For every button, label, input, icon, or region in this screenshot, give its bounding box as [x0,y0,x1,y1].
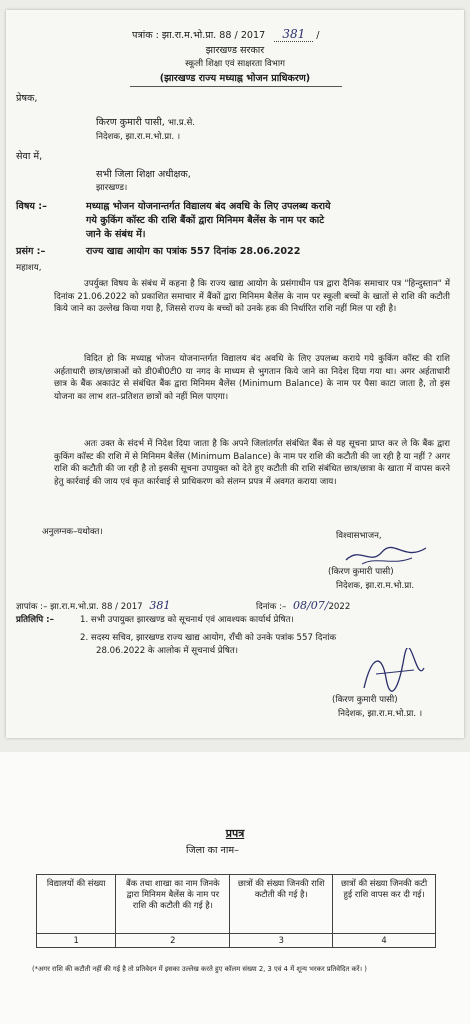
authority-name: (झारखण्ड राज्य मध्याह्न भोजन प्राधिकरण) [159,73,311,84]
letter-ref-number: पत्रांक : झा.रा.म.भो.प्रा. 88 / 2017 381 / [132,27,320,41]
recipient-state: झारखण्ड। [96,183,128,193]
signature-1-designation: निदेशक, झा.रा.म.भो.प्रा. [336,581,415,591]
column-number-3: 3 [230,934,333,948]
context-label: प्रसंग :– [16,246,46,257]
copy-item-1: 1. सभी उपायुक्त झारखण्ड को सूचनार्थ एवं आवश्यक कार्यार्थ प्रेषित। [80,615,294,625]
header-bank-branch: बैंक तथा शाखा का नाम जिनके द्वारा मिनिमम बैलेंस के नाम पर राशि की कटौती की गई है। [116,875,230,934]
header-students-deducted: छात्रों की संख्या जिनकी राशि कटौती की गई है। [230,875,333,934]
subject-line-3: जाने के संबंध में। [86,229,146,240]
handwritten-date: 08/07/ [293,599,329,612]
sender-label: प्रेषक, [16,93,38,104]
column-number-1: 1 [37,934,116,948]
form-title: प्रपत्र [225,827,245,840]
handwritten-ref-number: 381 [274,27,313,42]
signature-1-mark [342,542,432,568]
form-footnote: (*अगर राशि की कटौती नहीं की गई है तो प्रतिवेदन में इसका उल्लेख करते हुए कॉलम संख्या 2, 3 एवं 4 में शून्य भरकर प्रतिवेदित करें। ) [32,965,367,973]
table-header-row [37,875,436,934]
department-name: स्कूली शिक्षा एवं साक्षरता विभाग [185,59,285,69]
subject-line-1: मध्याह्न भोजन योजनान्तर्गत विद्यालय बंद अवधि के लिए उपलब्ध कराये [86,201,331,212]
memo-ref-number: ज्ञापांक :– झा.रा.म.भो.प्रा. 88 / 2017 381 [16,599,171,612]
sender-designation: निदेशक, झा.रा.म.भो.प्रा. । [96,132,181,142]
form-page [0,752,470,1024]
column-number-2: 2 [116,934,230,948]
sender-name: किरण कुमारी पासी, भा.प्र.से. [96,117,195,128]
subject-label: विषय :– [16,201,47,212]
subject-line-2: गये कुकिंग कॉस्ट की राशि बैंकों द्वारा मिनिमम बैलेंस के नाम पर काटे [86,215,325,226]
memo-date: दिनांक :– 08/07/2022 [256,599,351,612]
context-text: राज्य खाद्य आयोग का पत्रांक 557 दिनांक 28.06.2022 [86,246,301,257]
sender-service: भा.प्र.से. [167,118,195,128]
enclosure-note: अनुलग्नक–यथोक्त। [42,527,103,537]
signature-1-name: (किरण कुमारी पासी) [328,567,394,577]
column-number-4: 4 [333,934,436,948]
signature-2-designation: निदेशक, झा.रा.म.भो.प्रा. । [338,709,423,719]
table-number-row [37,934,436,948]
signature-2-name: (किरण कुमारी पासी) [332,695,398,705]
govt-name: झारखण्ड सरकार [205,45,265,56]
recipient-label: सेवा में, [16,151,43,162]
paragraph-1: उपर्युक्त विषय के संबंध में कहना है कि राज्य खाद्य आयोग के प्रसंगाधीन पत्र द्वारा दैनिक समाचार पत्र "हिन्दुस्तान" में दिनांक 21.06.2022 को प्रकाशित समाचार में बैंकों द्वारा मिनिमम बैलेंस के नाम पर स्कूली बच्चों के खातों से राशि की कटौती किये जाने का उल्लेख किया गया है, जिससे राज्य के बच्चों को उनके हक की निर्धारित राशि नहीं मिल पा रही है। [54,279,450,315]
authority-underline [130,86,342,87]
copy-label: प्रतिलिपि :– [16,615,54,625]
district-name-label: जिला का नाम– [186,845,239,856]
copy-item-2-line-2: 28.06.2022 के आलोक में सूचनार्थ प्रेषित। [96,646,239,656]
header-students-refunded: छात्रों की संख्या जिनकी कटी हुई राशि वापस कर दी गई। [333,875,436,934]
header-schools-count: विद्यालयों की संख्या [37,875,116,934]
handwritten-memo-number: 381 [149,599,171,612]
salutation: महाशय, [16,263,42,273]
signature-2-mark [358,648,428,694]
letter-page [6,10,464,738]
copy-item-2-line-1: 2. सदस्य सचिव, झारखण्ड राज्य खाद्य आयोग, राँची को उनके पत्रांक 557 दिनांक [80,633,337,643]
paragraph-2: विदित हो कि मध्याह्न भोजन योजनान्तर्गत विद्यालय बंद अवधि के लिए उपलब्ध कराये गये कुकिंग कॉस्ट की राशि अर्हताधारी छात्र/छात्राओं को डी0बी0टी0 या नगद के माध्यम से भुगतान किये जाने का निदेश दिया गया था। अगर अर्हताधारी छात्र के बैंक अकाउंट से संबंधित बैंक द्वारा मिनिमम बैलेंस (Minimum Balance) के नाम पर पैसा काटा जाता है, तो इस योजना का लाभ शत–प्रतिशत छात्रों को नहीं मिल पाएगा। [54,354,450,402]
paragraph-3: अतः उक्त के संदर्भ में निदेश दिया जाता है कि अपने जिलांतर्गत संबंधित बैंक से यह सूचना प्राप्त कर ले कि बैंक द्वारा कुकिंग कॉस्ट की राशि में से मिनिमम बैलेंस (Minimum Balance) के नाम पर राशि की कटौती की जा रही है या नहीं ? अगर राशि की कटौती की जा रही है तो इसकी सूचना उपायुक्त को देते हुए कटौती की राशि संबंधित छात्र/छात्रा के खाता में वापस करने हेतु कार्रवाई की जाय एवं कृत कार्रवाई से प्राधिकरण को संलग्न प्रपत्र में अवगत कराया जाय। [54,439,450,487]
recipient-name: सभी जिला शिक्षा अधीक्षक, [96,169,191,180]
signature-1-closing: विश्वासभाजन, [336,531,382,541]
report-table [36,874,436,948]
